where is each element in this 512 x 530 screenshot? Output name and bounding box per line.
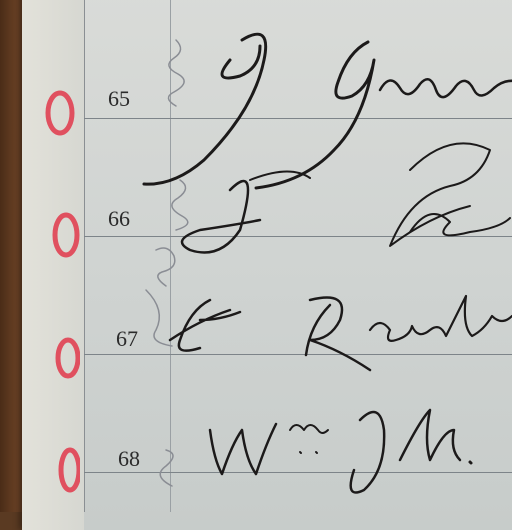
row-number-68: 68 [118,446,140,471]
red-circle-mark-68 [38,440,80,500]
margin-rule [84,0,85,512]
row-number-67: 67 [116,326,138,351]
red-circle-mark-66 [38,205,80,265]
handwritten-entries [140,0,512,512]
row-number-66: 66 [108,206,130,231]
row-number-65: 65 [108,86,130,111]
red-circle-mark-65 [38,85,80,145]
red-circle-mark-67 [38,330,80,390]
